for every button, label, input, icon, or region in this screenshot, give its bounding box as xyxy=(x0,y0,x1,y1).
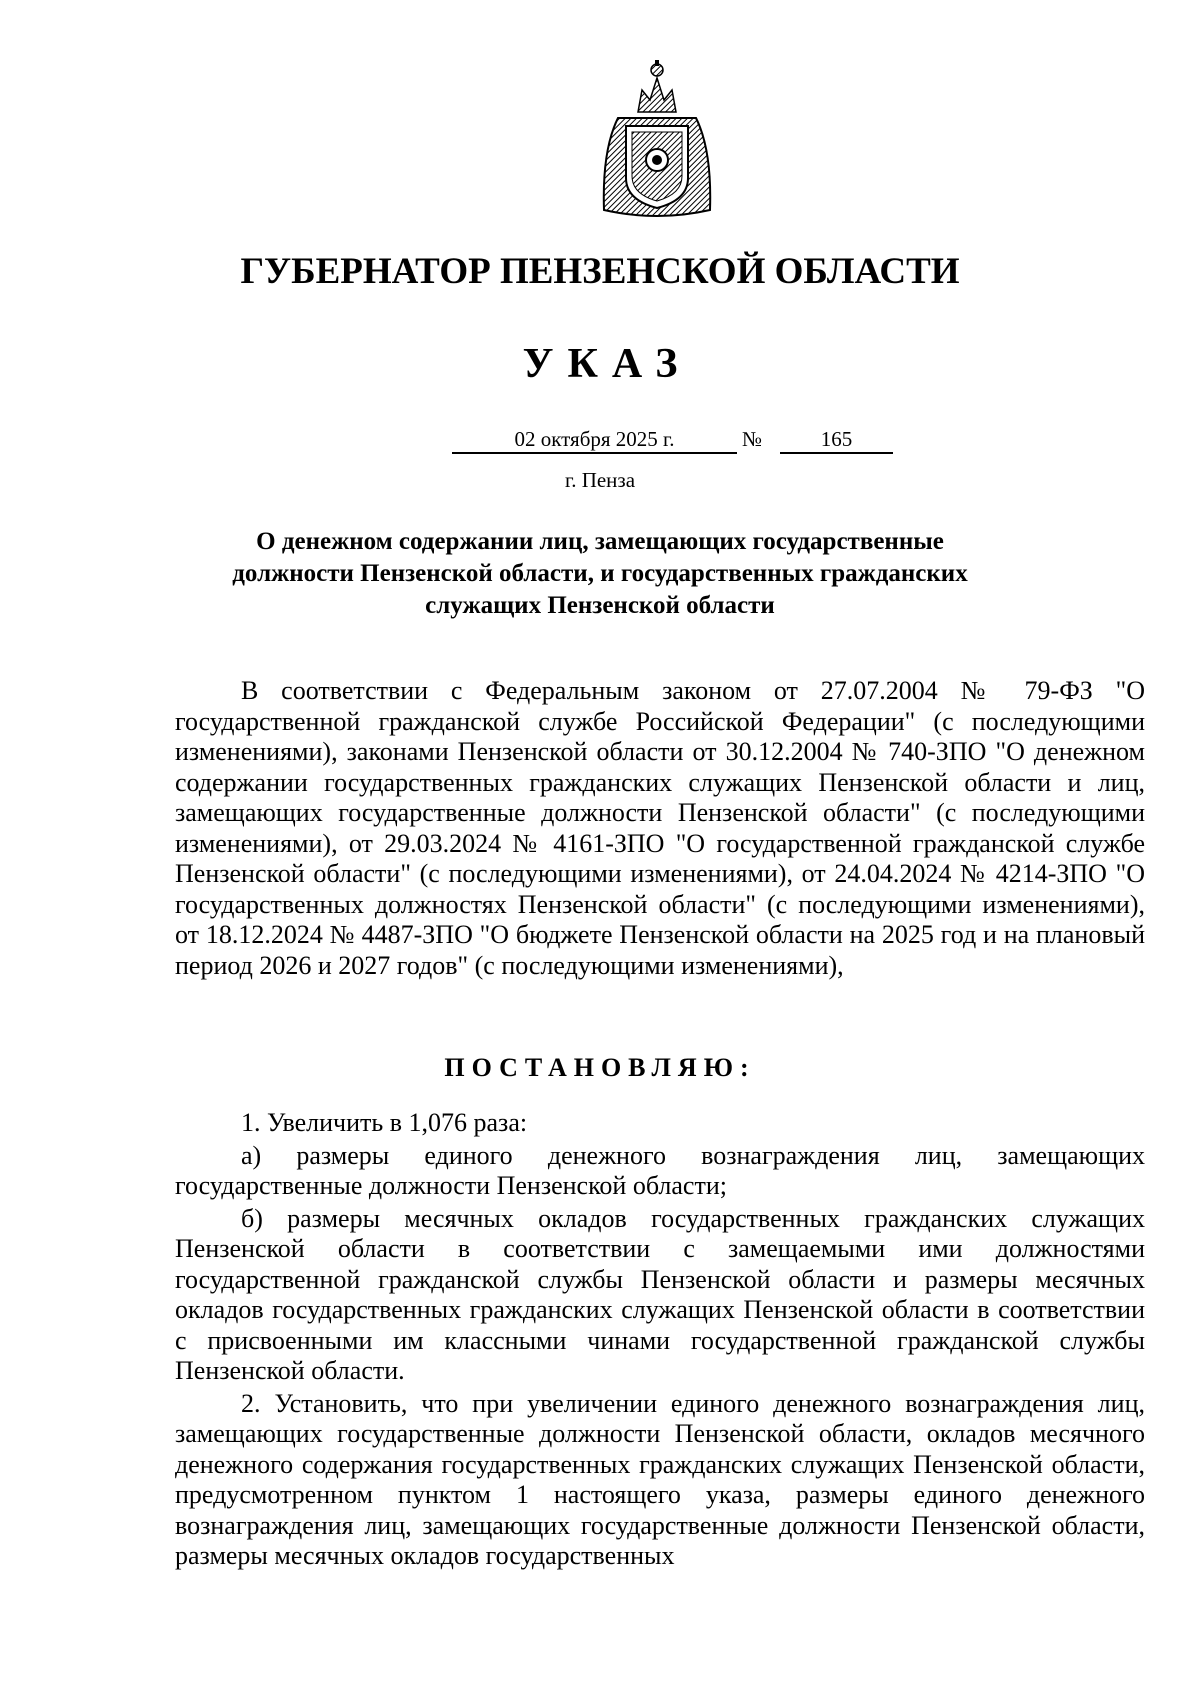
decree-heading: ПОСТАНОВЛЯЮ: xyxy=(444,1053,756,1082)
number-label: № xyxy=(742,427,763,451)
document-type: УКАЗ xyxy=(522,341,692,387)
decree-item-1a: а) размеры единого денежного вознаграждения лиц, замещающих государственные должности Пензенской области; xyxy=(175,1140,1145,1200)
coat-of-arms-emblem xyxy=(598,60,716,222)
preamble-block xyxy=(175,676,1145,981)
authority-title: ГУБЕРНАТОР ПЕНЗЕНСКОЙ ОБЛАСТИ xyxy=(240,251,960,292)
document-date: 02 октября 2025 г. xyxy=(452,426,737,454)
document-number: 165 xyxy=(780,426,893,454)
document-city: г. Пенза xyxy=(564,468,636,492)
decree-item-1b: б) размеры месячных окладов государственных гражданских служащих Пензенской области в соответствии с замещаемыми ими должностями государственной гражданской службы Пензенской области и размеры месячных окладов государственных гражданских служащих Пензенской области в соответствии с присвоенными им классными чинами государственной гражданской службы Пензенской области. xyxy=(175,1203,1145,1385)
decree-item-2: 2. Установить, что при увеличении единого денежного вознаграждения лиц, замещающих государственные должности Пензенской области, окладов месячного денежного содержания государственных гражданских служащих Пензенской области, предусмотренном пунктом 1 настоящего указа, размеры единого денежного вознаграждения лиц, замещающих государственные должности Пензенской области, размеры месячных окладов государственных xyxy=(175,1388,1145,1570)
decree-items xyxy=(175,1108,1145,1574)
decree-item-1: 1. Увеличить в 1,076 раза: xyxy=(241,1108,528,1137)
preamble-paragraph: В соответствии с Федеральным законом от 27.07.2004 № 79-ФЗ "О государственной гражданской службе Российской Федерации" (с последующими изменениями), законами Пензенской области от 30.12.2004 № 740-ЗПО "О денежном содержании государственных гражданских служащих Пензенской области и лиц, замещающих государственные должности Пензенской области" (с последующими изменениями), от 29.03.2024 № 4161-ЗПО "О государственной гражданской службе Пензенской области" (с последующими изменениями), от 24.04.2024 № 4214-ЗПО "О государственных должностях Пензенской области" (с последующими изменениями), от 18.12.2024 № 4487-ЗПО "О бюджете Пензенской области на 2025 год и на плановый период 2026 и 2027 годов" (с последующими изменениями), xyxy=(175,676,1145,980)
document-subject: О денежном содержании лиц, замещающих государственные должности Пензенской области, и государственных гражданских служащих Пензенской области xyxy=(232,528,968,619)
